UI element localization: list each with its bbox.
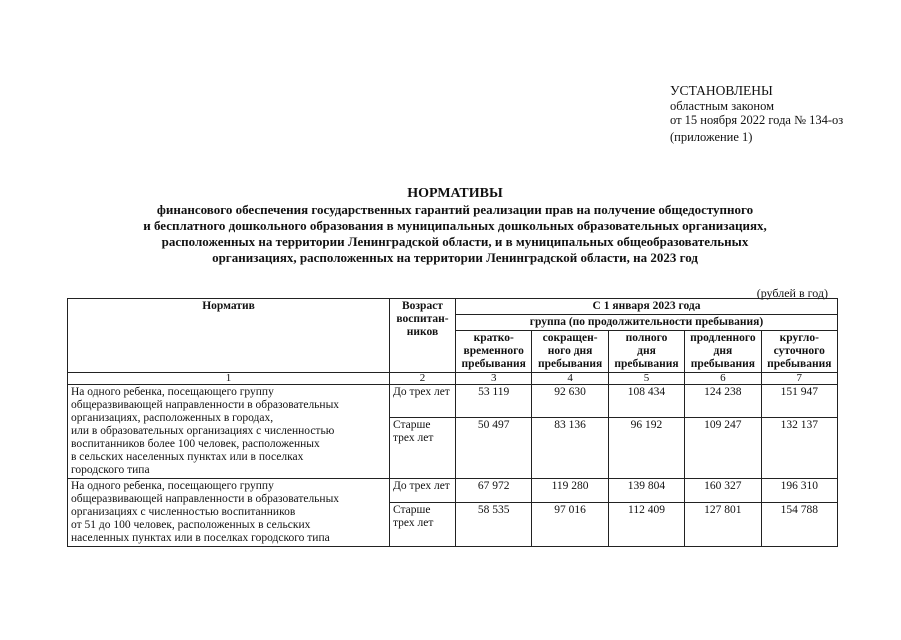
value-cell: 119 280: [532, 479, 608, 503]
value-cell: 97 016: [532, 503, 608, 547]
approval-stamp: [670, 84, 843, 144]
table-row: [68, 385, 838, 418]
header-row: [68, 299, 838, 315]
document-subtitle-line: расположенных на территории Ленинградской области, и в муниципальных общеобразовательных: [161, 234, 749, 249]
document-subtitle-line: и бесплатного дошкольного образования в муниципальных дошкольных образовательных организациях,: [143, 218, 767, 233]
value-cell: 112 409: [608, 503, 684, 547]
column-header-short-stay: кратко- временного пребывания: [456, 331, 532, 373]
value-cell: 132 137: [761, 418, 837, 479]
value-cell: 139 804: [608, 479, 684, 503]
document-subtitle-line: организациях, расположенных на территории Ленинградской области, на 2023 год: [212, 250, 698, 265]
column-index-row: [68, 373, 838, 385]
column-header-date: С 1 января 2023 года: [456, 299, 838, 315]
value-cell: 83 136: [532, 418, 608, 479]
value-cell: 53 119: [456, 385, 532, 418]
approval-law: областным законом: [670, 99, 775, 113]
column-header-reduced-day: сокращен- ного дня пребывания: [532, 331, 608, 373]
column-index: 1: [68, 373, 390, 385]
value-cell: 160 327: [685, 479, 761, 503]
column-index: 4: [532, 373, 608, 385]
value-cell: 124 238: [685, 385, 761, 418]
value-cell: 109 247: [685, 418, 761, 479]
column-header-extended-day: продленного дня пребывания: [685, 331, 761, 373]
value-cell: 58 535: [456, 503, 532, 547]
column-index: 3: [456, 373, 532, 385]
column-index: 7: [761, 373, 837, 385]
value-cell: 127 801: [685, 503, 761, 547]
approval-annex: (приложение 1): [670, 130, 753, 144]
column-header-norm: Норматив: [68, 299, 390, 373]
norms-table: [67, 298, 838, 547]
approval-law-date: от 15 ноября 2022 года № 134-оз: [670, 113, 844, 127]
value-cell: 67 972: [456, 479, 532, 503]
column-index: 5: [608, 373, 684, 385]
column-header-age: Возраст воспитан- ников: [390, 299, 456, 373]
value-cell: 196 310: [761, 479, 837, 503]
value-cell: 96 192: [608, 418, 684, 479]
document-title: НОРМАТИВЫ: [407, 186, 503, 201]
column-index: 6: [685, 373, 761, 385]
table-row: [68, 479, 838, 503]
document-subtitle-line: финансового обеспечения государственных гарантий реализации прав на получение общедоступного: [156, 202, 754, 217]
units-note: (рублей в год): [756, 286, 828, 300]
value-cell: 154 788: [761, 503, 837, 547]
value-cell: 50 497: [456, 418, 532, 479]
age-label: Старше трех лет: [390, 503, 456, 547]
age-label: До трех лет: [390, 385, 456, 418]
column-header-group: группа (по продолжительности пребывания): [456, 315, 838, 331]
norm-description: На одного ребенка, посещающего группу общеразвивающей направленности в образовательных организациях, расположенных в городах, или в образовательных организациях с численностью воспитанников более 100 человек, расположенных в сельских населенных пунктах или в поселках городского типа: [68, 385, 390, 479]
value-cell: 92 630: [532, 385, 608, 418]
age-label: Старше трех лет: [390, 418, 456, 479]
value-cell: 108 434: [608, 385, 684, 418]
document-heading: [60, 186, 850, 266]
approval-title: УСТАНОВЛЕНЫ: [670, 83, 773, 98]
value-cell: 151 947: [761, 385, 837, 418]
column-header-round-the-clock: кругло- суточного пребывания: [761, 331, 837, 373]
column-index: 2: [390, 373, 456, 385]
age-label: До трех лет: [390, 479, 456, 503]
norm-description: На одного ребенка, посещающего группу общеразвивающей направленности в образовательных организациях с численностью воспитанников от 51 до 100 человек, расположенных в сельских населенных пунктах или в поселках городского типа: [68, 479, 390, 547]
column-header-full-day: полного дня пребывания: [608, 331, 684, 373]
